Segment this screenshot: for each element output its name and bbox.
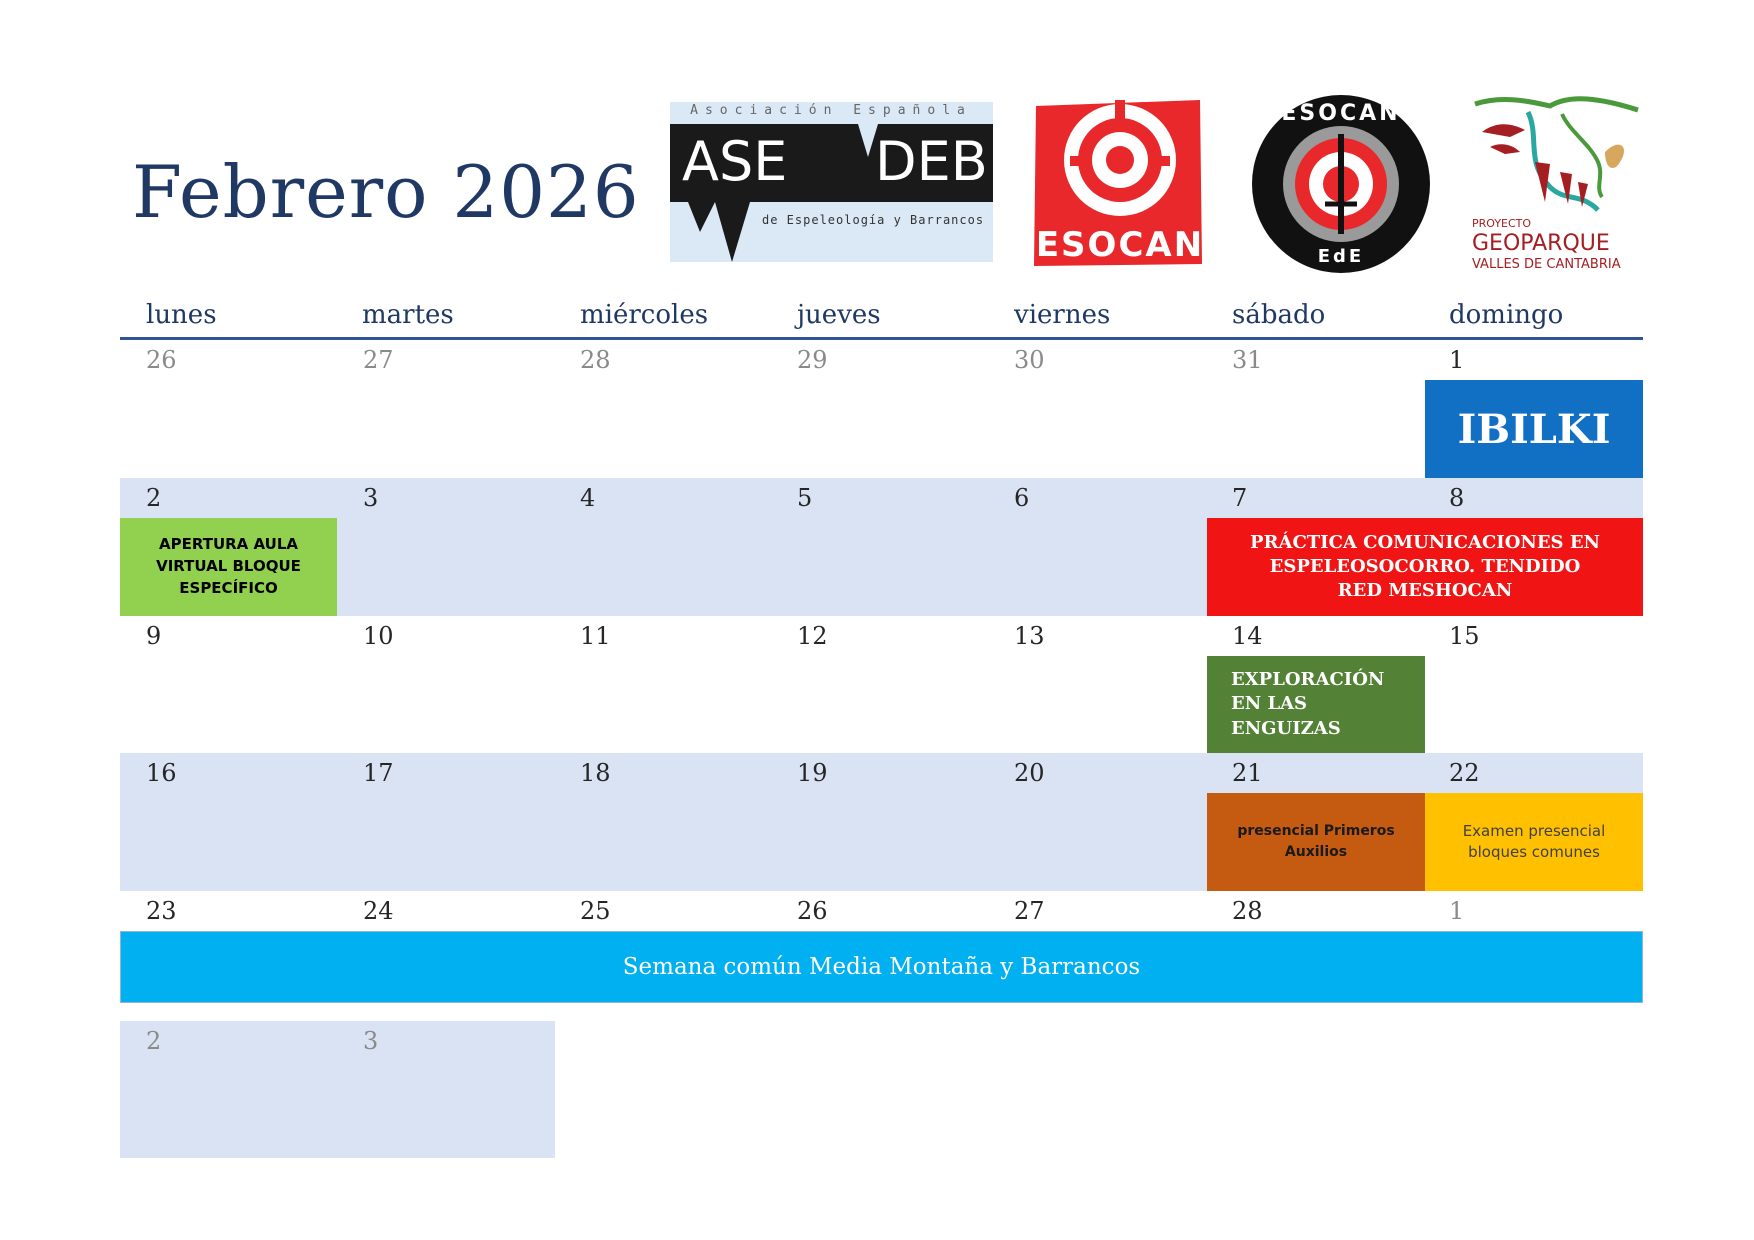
event-ibilki-label: IBILKI (1457, 405, 1611, 453)
day-cell: 6 (1014, 484, 1030, 512)
day-cell: 12 (797, 622, 828, 650)
weekday-martes: martes (362, 300, 454, 330)
day-cell: 1 (1449, 897, 1465, 925)
weekday-lunes: lunes (146, 300, 217, 330)
day-cell: 26 (146, 346, 177, 374)
event-practica-label: PRÁCTICA COMUNICACIONES EN ESPELEOSOCORRO. TENDIDO RED MESHOCAN (1250, 531, 1600, 602)
weekday-sabado: sábado (1232, 300, 1326, 330)
geoparque-logo (1470, 92, 1650, 272)
event-primeros-auxilios[interactable] (1207, 793, 1425, 891)
day-cell: 4 (580, 484, 596, 512)
day-cell: 23 (146, 897, 177, 925)
esocan-round-bottom: EdE (1317, 246, 1365, 267)
day-cell: 17 (363, 759, 394, 787)
day-cell: 27 (363, 346, 394, 374)
asedeb-main-left: ASE (682, 130, 788, 193)
event-exploracion-label: EXPLORACIÓN EN LAS ENGUIZAS (1231, 669, 1385, 739)
day-cell: 20 (1014, 759, 1045, 787)
day-cell: 15 (1449, 622, 1480, 650)
esocan-round-top: ESOCAN (1281, 101, 1401, 126)
weekday-jueves: jueves (797, 300, 881, 330)
day-cell: 14 (1232, 622, 1263, 650)
esocan-text: ESOCAN (1035, 225, 1205, 265)
week-row-1 (120, 340, 1643, 478)
event-apertura-label: APERTURA AULA VIRTUAL BLOQUE ESPECÍFICO (156, 535, 301, 597)
event-exploracion-enguizas[interactable] (1207, 656, 1425, 753)
event-semana-comun[interactable] (120, 931, 1643, 1003)
weekday-viernes: viernes (1014, 300, 1111, 330)
day-cell: 25 (580, 897, 611, 925)
asedeb-sub-text: de Espeleología y Barrancos (762, 213, 985, 227)
geoparque-line3: VALLES DE CANTABRIA (1472, 257, 1621, 272)
day-cell: 29 (797, 346, 828, 374)
day-cell: 19 (797, 759, 828, 787)
weekday-miercoles: miércoles (580, 300, 709, 330)
event-ibilki[interactable] (1425, 380, 1643, 478)
asedeb-top-text: Asociación Española (690, 103, 972, 118)
event-semana-comun-label: Semana común Media Montaña y Barrancos (622, 954, 1141, 980)
day-cell: 26 (797, 897, 828, 925)
day-cell: 22 (1449, 759, 1480, 787)
day-cell: 2 (146, 1027, 162, 1055)
day-cell: 30 (1014, 346, 1045, 374)
day-cell: 9 (146, 622, 162, 650)
day-cell: 11 (580, 622, 611, 650)
day-cell: 27 (1014, 897, 1045, 925)
event-primeros-auxilios-label: presencial Primeros Auxilios (1237, 823, 1395, 860)
esocan-square-logo (1030, 98, 1206, 268)
day-cell: 16 (146, 759, 177, 787)
day-cell: 5 (797, 484, 813, 512)
esocan-round-logo (1250, 94, 1432, 274)
day-cell: 28 (580, 346, 611, 374)
day-cell: 24 (363, 897, 394, 925)
event-examen-bloques-comunes[interactable] (1425, 793, 1643, 891)
day-cell: 13 (1014, 622, 1045, 650)
day-cell: 2 (146, 484, 162, 512)
weekday-domingo: domingo (1449, 300, 1564, 330)
geoparque-line1: PROYECTO (1472, 217, 1532, 230)
day-cell: 3 (363, 1027, 379, 1055)
day-cell: 8 (1449, 484, 1465, 512)
geoparque-line2: GEOPARQUE (1472, 231, 1610, 256)
asedeb-logo (670, 102, 993, 262)
event-practica-comunicaciones[interactable] (1207, 518, 1643, 616)
asedeb-main-right: DEB (875, 130, 988, 193)
day-cell: 3 (363, 484, 379, 512)
event-examen-label: Examen presencial bloques comunes (1462, 822, 1606, 861)
week-row-6 (120, 1021, 555, 1158)
day-cell: 18 (580, 759, 611, 787)
day-cell: 28 (1232, 897, 1263, 925)
page-title: Febrero 2026 (132, 150, 640, 234)
day-cell: 21 (1232, 759, 1263, 787)
event-apertura-aula-virtual[interactable] (120, 518, 337, 616)
day-cell: 7 (1232, 484, 1248, 512)
day-cell: 10 (363, 622, 394, 650)
day-cell: 31 (1232, 346, 1263, 374)
day-cell: 1 (1449, 346, 1465, 374)
